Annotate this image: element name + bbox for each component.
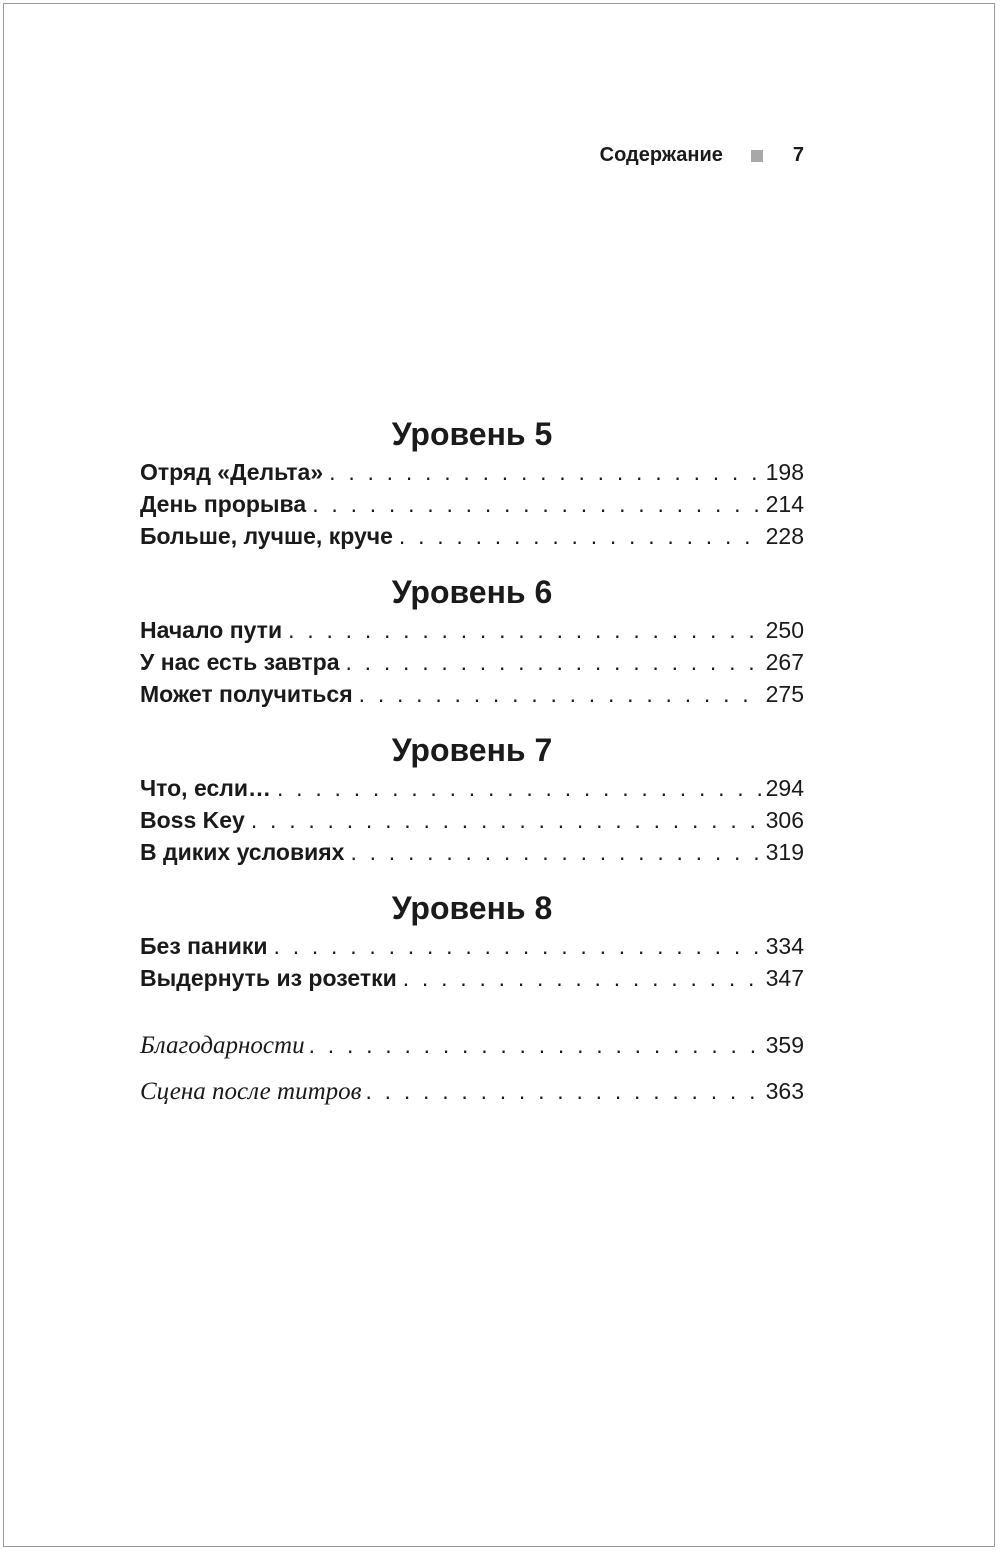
toc-entry-page: 267 <box>765 649 804 675</box>
dot-leader <box>274 930 762 962</box>
dot-leader <box>359 678 762 710</box>
toc-entry[interactable] <box>140 772 804 804</box>
toc-extras <box>140 1022 804 1114</box>
level-heading: Уровень 8 <box>391 890 553 926</box>
toc-entry[interactable] <box>140 456 804 488</box>
toc-entry[interactable] <box>140 930 804 962</box>
level-heading: Уровень 6 <box>391 574 553 610</box>
toc-entry-page: 250 <box>765 617 804 643</box>
toc-entry-page: 347 <box>765 965 804 991</box>
toc-entry-title: Выдернуть из розетки <box>140 965 397 991</box>
toc-entry-title: У нас есть завтра <box>140 649 340 675</box>
dot-leader <box>365 1068 761 1114</box>
toc-entry[interactable] <box>140 836 804 868</box>
toc-entry[interactable] <box>140 646 804 678</box>
dot-leader <box>399 520 762 552</box>
toc-entry-page: 214 <box>765 491 804 517</box>
page-number: 7 <box>792 144 804 166</box>
dot-leader <box>403 962 762 994</box>
dot-leader <box>277 772 762 804</box>
toc-entry-title: Boss Key <box>140 807 245 833</box>
dot-leader <box>329 456 761 488</box>
level-heading: Уровень 7 <box>391 732 553 768</box>
running-header-title: Содержание <box>599 144 723 166</box>
toc-entry-title: Больше, лучше, круче <box>140 523 393 549</box>
toc-extra-page: 359 <box>765 1032 804 1058</box>
toc-entry-page: 319 <box>765 839 804 865</box>
dot-leader <box>350 836 761 868</box>
dot-leader <box>312 488 761 520</box>
toc-extra-entry[interactable] <box>140 1022 804 1068</box>
toc-extra-entry[interactable] <box>140 1068 804 1114</box>
dot-leader <box>309 1022 762 1068</box>
toc-entry-title: Что, если… <box>140 775 271 801</box>
dot-leader <box>251 804 762 836</box>
toc-entry-title: В диких условиях <box>140 839 345 865</box>
toc-extra-page: 363 <box>765 1078 804 1104</box>
toc-entry-page: 306 <box>765 807 804 833</box>
toc-entry[interactable] <box>140 488 804 520</box>
toc-entry[interactable] <box>140 804 804 836</box>
toc-extra-title: Сцена после титров <box>140 1078 362 1105</box>
toc-entry[interactable] <box>140 962 804 994</box>
toc-entry-page: 198 <box>765 459 804 485</box>
toc-entry-page: 228 <box>765 523 804 549</box>
toc-entry[interactable] <box>140 614 804 646</box>
toc-extra-title: Благодарности <box>140 1032 305 1059</box>
toc-entry-page: 294 <box>765 775 804 801</box>
running-header <box>520 144 804 167</box>
toc-entry-page: 275 <box>765 681 804 707</box>
toc-entry-title: Отряд «Дельта» <box>140 459 324 485</box>
level-heading: Уровень 5 <box>391 416 553 452</box>
toc-level-7 <box>140 728 804 868</box>
toc-level-5 <box>140 412 804 552</box>
table-of-contents <box>140 412 804 1114</box>
toc-entry-title: День прорыва <box>140 491 307 517</box>
dot-leader <box>346 646 762 678</box>
toc-entry[interactable] <box>140 520 804 552</box>
toc-entry-title: Без паники <box>140 933 268 959</box>
toc-entry-title: Начало пути <box>140 617 283 643</box>
toc-entry-title: Может получиться <box>140 681 353 707</box>
toc-entry-page: 334 <box>765 933 804 959</box>
square-separator-icon <box>751 150 763 162</box>
toc-level-6 <box>140 570 804 710</box>
toc-entry[interactable] <box>140 678 804 710</box>
toc-level-8 <box>140 886 804 994</box>
dot-leader <box>288 614 762 646</box>
